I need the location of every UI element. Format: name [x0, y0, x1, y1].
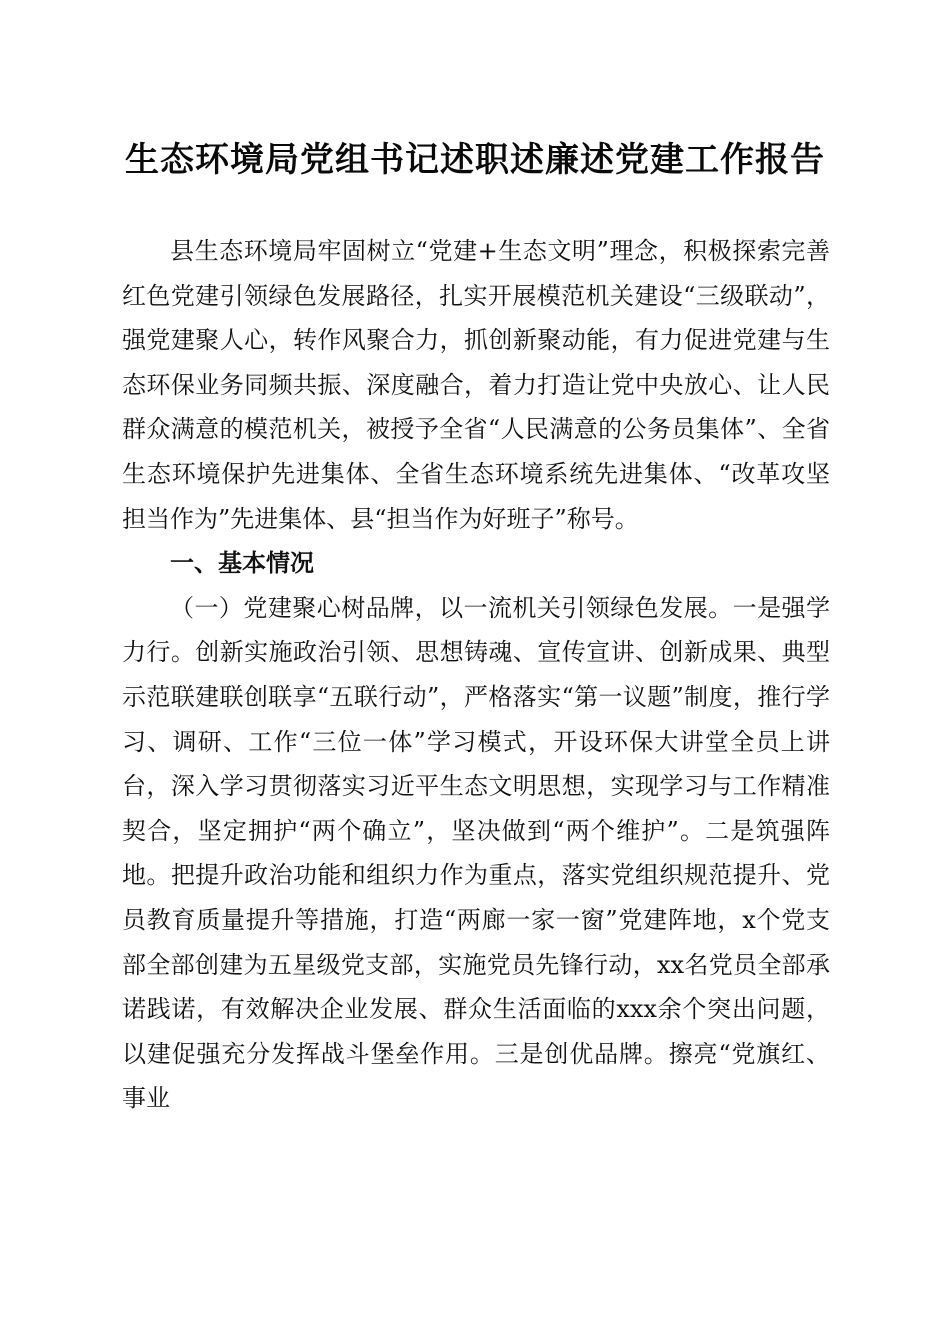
- intro-paragraph: 县生态环境局牢固树立“党建+生态文明”理念，积极探索完善红色党建引领绿色发展路径，扎实开展模范机关建设“三级联动”，强党建聚人心，转作风聚合力，抓创新聚动能，有力促进党建与生态环保业务同频共振、深度融合，着力打造让党中央放心、让人民群众满意的模范机关，被授予全省“人民满意的公务员集体”、全省生态环境保护先进集体、全省生态环境系统先进集体、“改革攻坚担当作为”先进集体、县“担当作为好班子”称号。: [122, 237, 830, 533]
- section-heading: 一、基本情况: [170, 549, 314, 578]
- section-paragraph: （一）党建聚心树品牌，以一流机关引领绿色发展。一是强学力行。创新实施政治引领、思想铸魂、宣传宣讲、创新成果、典型示范联建联创联享“五联行动”，严格落实“第一议题”制度，推行学习、调研、工作“三位一体”学习模式，开设环保大讲堂全员上讲台，深入学习贯彻落实习近平生态文明思想，实现学习与工作精准契合，坚定拥护“两个确立”，坚决做到“两个维护”。二是筑强阵地。把提升政治功能和组织力作为重点，落实党组织规范提升、党员教育质量提升等措施，打造“两廊一家一窗”党建阵地，x个党支部全部创建为五星级党支部，实施党员先锋行动，xx名党员全部承诺践诺，有效解决企业发展、群众生活面临的xxx余个突出问题，以建促强充分发挥战斗堡垒作用。三是创优品牌。擦亮“党旗红、事业: [122, 593, 830, 1113]
- document-title: 生态环境局党组书记述职述廉述党建工作报告: [125, 140, 825, 180]
- document-body: [122, 229, 830, 1121]
